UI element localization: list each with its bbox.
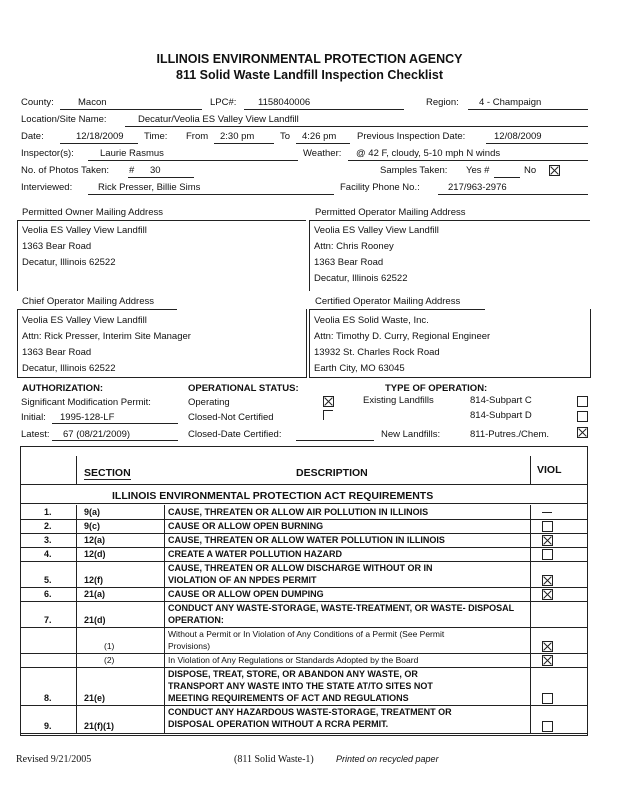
viol-dash (542, 512, 552, 513)
samples-no-checkbox[interactable] (549, 165, 560, 176)
row-divider (76, 705, 77, 733)
row-divider (530, 547, 531, 561)
row-section: 12(a) (84, 535, 106, 545)
row-section: 21(a) (84, 589, 106, 599)
viol-checkbox[interactable] (542, 535, 553, 546)
row-divider (164, 627, 165, 653)
op-closed-not-certified-checkbox[interactable] (323, 410, 333, 420)
photos-value[interactable]: 30 (150, 165, 161, 176)
chief-box (17, 309, 307, 378)
viol-checkbox[interactable] (542, 575, 553, 586)
interviewed-value[interactable]: Rick Presser, Billie Sims (98, 182, 201, 193)
viol-checkbox[interactable] (542, 549, 553, 560)
row-description: In Violation of Any Regulations or Standards Adopted by the Board (168, 655, 419, 665)
type-existing-label: Existing Landfills (363, 395, 434, 406)
operational-heading: OPERATIONAL STATUS: (188, 383, 299, 394)
initial-underline (52, 423, 178, 424)
col-description-header: DESCRIPTION (296, 467, 368, 479)
row-divider (164, 667, 165, 705)
row-divider (20, 627, 587, 628)
date-underline (60, 143, 138, 144)
type-putres-checkbox[interactable] (577, 427, 588, 438)
operator-line[interactable]: Attn: Chris Rooney (314, 241, 394, 252)
col-section-header: SECTION (84, 467, 131, 479)
row-divider (164, 601, 165, 627)
owner-line[interactable]: Decatur, Illinois 62522 (22, 257, 116, 268)
row-divider (164, 587, 165, 601)
prev-date-value[interactable]: 12/08/2009 (494, 131, 542, 142)
row-divider (164, 561, 165, 587)
weather-value[interactable]: @ 42 F, cloudy, 5-10 mph N winds (356, 148, 501, 159)
phone-underline (438, 194, 588, 195)
chief-line[interactable]: Decatur, Illinois 62522 (22, 363, 116, 374)
from-value[interactable]: 2:30 pm (220, 131, 255, 142)
latest-value[interactable]: 67 (08/21/2009) (63, 429, 131, 440)
chief-line[interactable]: Attn: Rick Presser, Interim Site Manager (22, 331, 191, 342)
row-divider (76, 519, 77, 533)
revised-date: Revised 9/21/2005 (16, 754, 92, 765)
inspectors-underline (88, 160, 298, 161)
operator-line[interactable]: Veolia ES Valley View Landfill (314, 225, 439, 236)
region-label: Region: (426, 97, 459, 108)
row-divider (164, 653, 165, 667)
samples-yes-label: Yes # (466, 165, 490, 176)
op-closed-not-certified-label: Closed-Not Certified (188, 412, 274, 423)
row-description: CAUSE, THREATEN OR ALLOW AIR POLLUTION IN ILLINOIS (168, 507, 429, 517)
from-label: From (186, 131, 209, 142)
region-underline (468, 109, 588, 110)
viol-checkbox[interactable] (542, 589, 553, 600)
row-divider (76, 667, 77, 705)
location-value[interactable]: Decatur/Veolia ES Valley View Landfill (138, 114, 299, 125)
row-number: 3. (44, 535, 52, 545)
row-number: 2. (44, 521, 52, 531)
row-description: OPERATION: (168, 615, 224, 625)
row-number: 8. (44, 693, 52, 703)
row-description: CAUSE OR ALLOW OPEN BURNING (168, 521, 324, 531)
type-subpart-d-checkbox[interactable] (577, 411, 588, 422)
county-value[interactable]: Macon (78, 97, 107, 108)
row-divider (76, 547, 77, 561)
row-divider (20, 519, 587, 520)
certified-line[interactable]: Earth City, MO 63045 (314, 363, 405, 374)
weather-label: Weather: (303, 148, 342, 159)
row-section: 21(d) (84, 615, 106, 625)
type-op-heading: TYPE OF OPERATION: (385, 383, 488, 394)
photos-underline (128, 177, 194, 178)
operator-box (309, 220, 590, 291)
row-description: MEETING REQUIREMENTS OF ACT AND REGULATIONS (168, 693, 409, 703)
op-closed-date-underline (296, 440, 374, 441)
row-description: CAUSE OR ALLOW OPEN DUMPING (168, 589, 324, 599)
row-number: 9. (44, 721, 52, 731)
samples-yes-underline (494, 177, 520, 178)
viol-checkbox[interactable] (542, 655, 553, 666)
row-description: TRANSPORT ANY WASTE INTO THE STATE AT/TO SITES NOT (168, 681, 433, 691)
certified-heading: Certified Operator Mailing Address (315, 296, 461, 307)
certified-line[interactable]: 13932 St. Charles Rock Road (314, 347, 440, 358)
row-description: CONDUCT ANY WASTE-STORAGE, WASTE-TREATMENT, OR WASTE- DISPOSAL (168, 603, 515, 613)
phone-label: Facility Phone No.: (340, 182, 420, 193)
photos-hash: # (129, 165, 135, 176)
table-divider (20, 503, 587, 504)
row-number: 4. (44, 549, 52, 559)
row-divider (530, 627, 531, 653)
recycled-note: Printed on recycled paper (336, 754, 439, 764)
lpc-underline (244, 109, 404, 110)
initial-value[interactable]: 1995-128-LF (60, 412, 115, 423)
row-divider (20, 533, 587, 534)
row-section: 9(c) (84, 521, 101, 531)
row-section: 21(e) (84, 693, 106, 703)
operator-heading: Permitted Operator Mailing Address (315, 207, 466, 218)
row-description: VIOLATION OF AN NPDES PERMIT (168, 575, 317, 585)
row-section: 21(f)(1) (84, 721, 115, 731)
row-divider (164, 547, 165, 561)
time-label: Time: (144, 131, 168, 142)
certified-line[interactable]: Attn: Timothy D. Curry, Regional Engineer (314, 331, 491, 342)
row-description: CREATE A WATER POLLUTION HAZARD (168, 549, 342, 559)
owner-line[interactable]: 1363 Bear Road (22, 241, 92, 252)
row-divider (76, 505, 77, 519)
row-divider (164, 533, 165, 547)
prev-date-underline (486, 143, 588, 144)
row-number: (1) (104, 641, 115, 651)
row-number: 6. (44, 589, 52, 599)
row-divider (164, 705, 165, 733)
county-label: County: (21, 97, 54, 108)
op-closed-date-label: Closed-Date Certified: (188, 429, 282, 440)
row-section: 12(f) (84, 575, 104, 585)
type-subpart-c-checkbox[interactable] (577, 396, 588, 407)
row-divider (20, 733, 587, 734)
row-divider (76, 587, 77, 601)
region-value[interactable]: 4 - Champaign (479, 97, 542, 108)
owner-heading: Permitted Owner Mailing Address (22, 207, 163, 218)
owner-box (17, 220, 306, 291)
lpc-value[interactable]: 1158040006 (258, 97, 311, 108)
row-divider (76, 533, 77, 547)
row-divider (530, 705, 531, 733)
viol-checkbox[interactable] (542, 641, 553, 652)
table-divider (530, 456, 531, 484)
photos-label: No. of Photos Taken: (21, 165, 110, 176)
type-putres-label: 811-Putres./Chem. (470, 429, 550, 440)
authorization-heading: AUTHORIZATION: (22, 383, 104, 394)
chief-line[interactable]: 1363 Bear Road (22, 347, 92, 358)
certified-line[interactable]: Veolia ES Solid Waste, Inc. (314, 315, 429, 326)
to-value[interactable]: 4:26 pm (302, 131, 337, 142)
type-subpart-c-label: 814-Subpart C (470, 395, 532, 406)
row-divider (20, 561, 587, 562)
inspectors-label: Inspector(s): (21, 148, 74, 159)
phone-value[interactable]: 217/963-2976 (448, 182, 507, 193)
viol-checkbox[interactable] (542, 721, 553, 732)
row-section: 9(a) (84, 507, 101, 517)
weather-underline (348, 160, 588, 161)
row-divider (20, 547, 587, 548)
row-description: Without a Permit or In Violation of Any Conditions of a Permit (See Permit (168, 629, 445, 639)
chief-heading: Chief Operator Mailing Address (22, 296, 155, 307)
row-description: DISPOSAL OPERATION WITHOUT A RCRA PERMIT. (168, 719, 389, 729)
row-divider (76, 653, 77, 667)
row-description: CAUSE, THREATEN OR ALLOW WATER POLLUTION IN ILLINOIS (168, 535, 445, 545)
county-underline (60, 109, 202, 110)
row-description: CAUSE, THREATEN OR ALLOW DISCHARGE WITHOUT OR IN (168, 563, 433, 573)
sig-mod-label: Significant Modification Permit: (21, 397, 151, 408)
row-divider (164, 505, 165, 519)
operator-line[interactable]: 1363 Bear Road (314, 257, 384, 268)
viol-checkbox[interactable] (542, 693, 553, 704)
location-label: Location/Site Name: (21, 114, 107, 125)
inspectors-value[interactable]: Laurie Rasmus (100, 148, 164, 159)
row-divider (164, 519, 165, 533)
interviewed-label: Interviewed: (21, 182, 73, 193)
initial-label: Initial: (21, 412, 46, 423)
op-operating-label: Operating (188, 397, 230, 408)
row-number: (2) (104, 655, 115, 665)
row-description: Provisions) (168, 641, 211, 651)
row-section: 12(d) (84, 549, 106, 559)
viol-checkbox[interactable] (542, 521, 553, 532)
type-new-label: New Landfills: (381, 429, 441, 440)
op-operating-checkbox[interactable] (323, 396, 334, 407)
row-divider (20, 705, 587, 706)
row-divider (530, 561, 531, 587)
row-divider (530, 653, 531, 667)
prev-date-label: Previous Inspection Date: (357, 131, 466, 142)
table-divider (76, 456, 77, 484)
row-divider (530, 601, 531, 627)
to-label: To (280, 131, 291, 142)
form-id: (811 Solid Waste-1) (234, 754, 314, 765)
row-divider (20, 587, 587, 588)
row-number: 1. (44, 507, 52, 517)
row-divider (530, 667, 531, 705)
row-divider (76, 561, 77, 587)
row-divider (530, 587, 531, 601)
chief-top-line (17, 309, 177, 310)
interviewed-underline (88, 194, 334, 195)
chief-line[interactable]: Veolia ES Valley View Landfill (22, 315, 147, 326)
row-divider (530, 505, 531, 519)
row-divider (20, 667, 587, 668)
location-underline (125, 126, 588, 127)
row-divider (76, 627, 77, 653)
latest-label: Latest: (21, 429, 50, 440)
row-number: 5. (44, 575, 52, 585)
col-viol-header: VIOL (537, 464, 562, 476)
row-divider (530, 519, 531, 533)
operator-line[interactable]: Decatur, Illinois 62522 (314, 273, 408, 284)
type-subpart-d-label: 814-Subpart D (470, 410, 532, 421)
latest-underline (52, 440, 178, 441)
samples-label: Samples Taken: (380, 165, 448, 176)
row-divider (20, 601, 587, 602)
certified-box (309, 309, 591, 378)
row-number: 7. (44, 615, 52, 625)
from-underline (214, 143, 274, 144)
lpc-label: LPC#: (210, 97, 237, 108)
row-divider (530, 533, 531, 547)
owner-line[interactable]: Veolia ES Valley View Landfill (22, 225, 147, 236)
form-title: 811 Solid Waste Landfill Inspection Checklist (176, 68, 443, 82)
row-divider (76, 601, 77, 627)
table-divider (20, 484, 587, 485)
agency-title: ILLINOIS ENVIRONMENTAL PROTECTION AGENCY (156, 52, 463, 66)
date-value[interactable]: 12/18/2009 (76, 131, 124, 142)
row-description: CONDUCT ANY HAZARDOUS WASTE-STORAGE, TREATMENT OR (168, 707, 452, 717)
to-underline (296, 143, 350, 144)
row-divider (20, 653, 587, 654)
samples-no-label: No (524, 165, 537, 176)
date-label: Date: (21, 131, 44, 142)
row-description: DISPOSE, TREAT, STORE, OR ABANDON ANY WASTE, OR (168, 669, 418, 679)
certified-top-line (309, 309, 485, 310)
act-requirements-heading: ILLINOIS ENVIRONMENTAL PROTECTION ACT REQUIREMENTS (112, 490, 434, 502)
